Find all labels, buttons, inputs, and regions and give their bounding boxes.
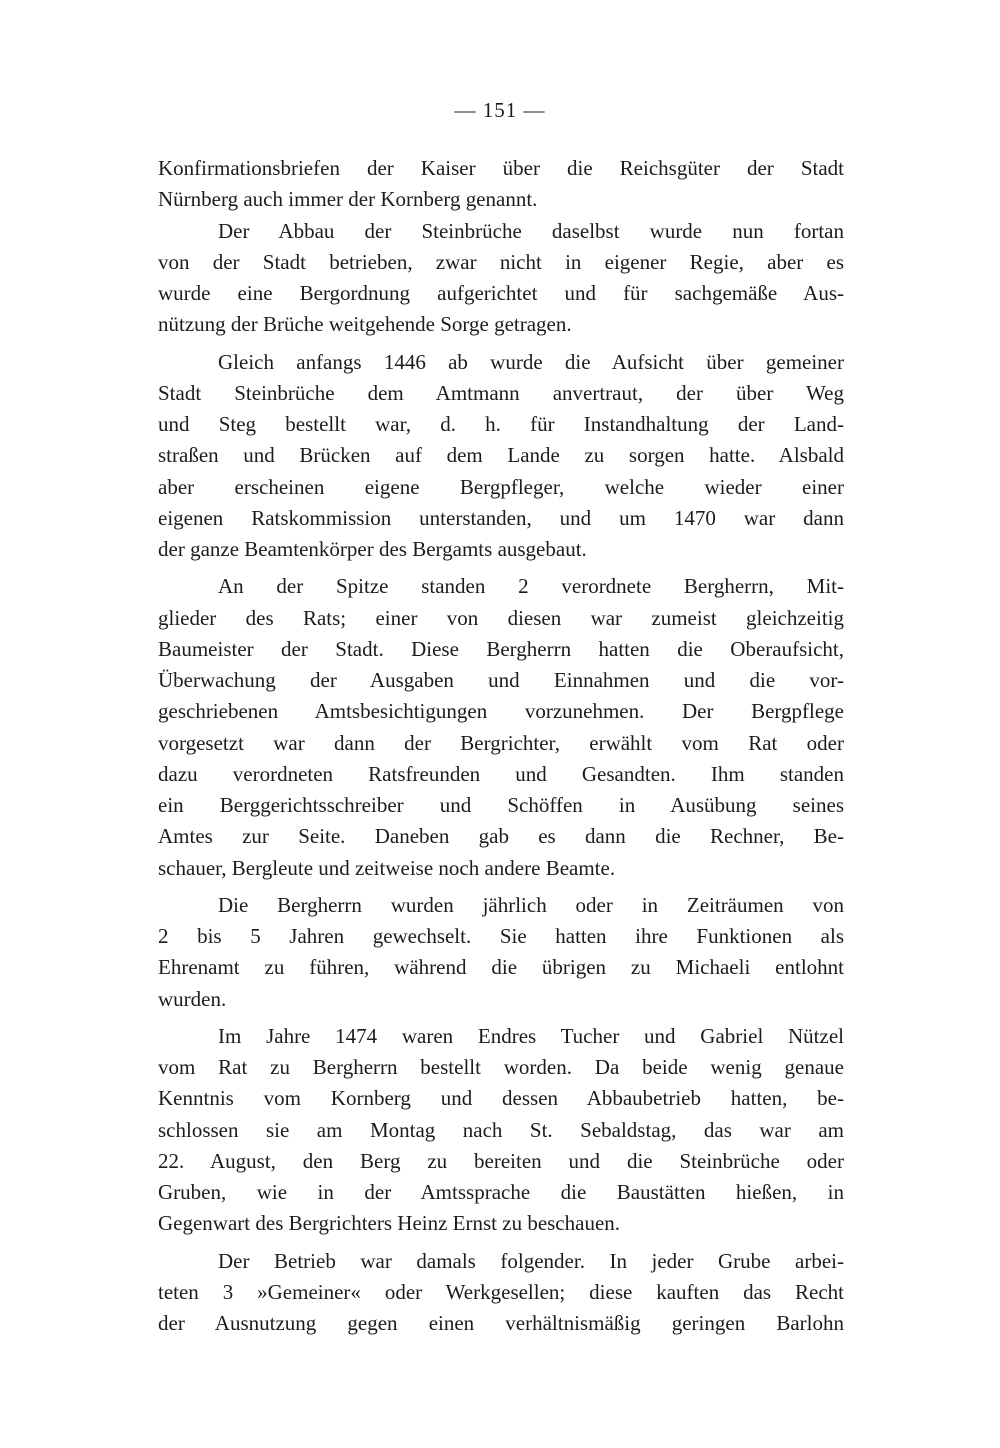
- text-line: 2 bis 5 Jahren gewechselt. Sie hatten ihre Funktionen als: [158, 924, 844, 948]
- text-line: Gegenwart des Bergrichters Heinz Ernst zu beschauen.: [158, 1211, 621, 1236]
- text-line: Ehrenamt zu führen, während die übrigen zu Michaeli entlohnt: [158, 955, 844, 980]
- text-line: wurden.: [158, 986, 227, 1011]
- text-line: Der Betrieb war damals folgender. In jeder Grube arbei-: [218, 1248, 844, 1273]
- text-line: der Ausnutzung gegen einen verhältnismäßig geringen Barlohn: [158, 1311, 844, 1335]
- text-line: teten 3 »Gemeiner« oder Werkgesellen; diese kauften das Recht: [158, 1279, 844, 1304]
- text-line: ein Berggerichtsschreiber und Schöffen in Ausübung seines: [158, 793, 844, 817]
- text-line: Die Bergherrn wurden jährlich oder in Zeiträumen von: [218, 892, 844, 917]
- text-line: 22. August, den Berg zu bereiten und die Steinbrüche oder: [158, 1148, 844, 1173]
- text-line: Baumeister der Stadt. Diese Bergherrn hatten die Oberaufsicht,: [158, 636, 844, 661]
- text-line: eigenen Ratskommission unterstanden, und um 1470 war dann: [158, 505, 844, 530]
- text-line: dazu verordneten Ratsfreunden und Gesandten. Ihm standen: [158, 761, 844, 786]
- text-line: Amtes zur Seite. Daneben gab es dann die Rechner, Be-: [158, 824, 844, 849]
- text-line: geschriebenen Amtsbesichtigungen vorzunehmen. Der Bergpflege: [158, 699, 844, 724]
- text-line: Im Jahre 1474 waren Endres Tucher und Gabriel Nützel: [218, 1023, 844, 1048]
- page-number: — 151 —: [454, 98, 546, 122]
- text-line: wurde eine Bergordnung aufgerichtet und für sachgemäße Aus-: [158, 281, 844, 305]
- text-line: vom Rat zu Bergherrn bestellt worden. Da beide wenig genaue: [158, 1055, 844, 1079]
- text-line: Gruben, wie in der Amtssprache die Baustätten hießen, in: [158, 1180, 844, 1204]
- text-line: aber erscheinen eigene Bergpfleger, welche wieder einer: [158, 474, 844, 499]
- text-line: straßen und Brücken auf dem Lande zu sorgen hatte. Alsbald: [158, 443, 844, 468]
- text-line: von der Stadt betrieben, zwar nicht in eigener Regie, aber es: [158, 249, 844, 274]
- body-text: [158, 153, 844, 1339]
- text-line: und Steg bestellt war, d. h. für Instandhaltung der Land-: [158, 412, 844, 436]
- text-line: der ganze Beamtenkörper des Bergamts ausgebaut.: [158, 537, 587, 561]
- text-line: Der Abbau der Steinbrüche daselbst wurde nun fortan: [218, 218, 844, 243]
- text-line: glieder des Rats; einer von diesen war zumeist gleichzeitig: [158, 605, 844, 630]
- text-line: Kenntnis vom Kornberg und dessen Abbaubetrieb hatten, be-: [158, 1086, 844, 1111]
- text-line: Nürnberg auch immer der Kornberg genannt.: [158, 187, 538, 212]
- text-line: vorgesetzt war dann der Bergrichter, erwählt vom Rat oder: [158, 730, 844, 755]
- text-line: An der Spitze standen 2 verordnete Bergherrn, Mit-: [218, 574, 844, 599]
- text-line: Stadt Steinbrüche dem Amtmann anvertraut, der über Weg: [158, 380, 844, 405]
- text-line: Überwachung der Ausgaben und Einnahmen und die vor-: [158, 668, 844, 692]
- text-line: Konfirmationsbriefen der Kaiser über die Reichsgüter der Stadt: [158, 156, 844, 180]
- text-line: schlossen sie am Montag nach St. Sebaldstag, das war am: [158, 1117, 844, 1142]
- text-line: Gleich anfangs 1446 ab wurde die Aufsicht über gemeiner: [218, 349, 844, 374]
- text-line: schauer, Bergleute und zeitweise noch andere Beamte.: [158, 855, 616, 880]
- text-line: nützung der Brüche weitgehende Sorge getragen.: [158, 312, 572, 337]
